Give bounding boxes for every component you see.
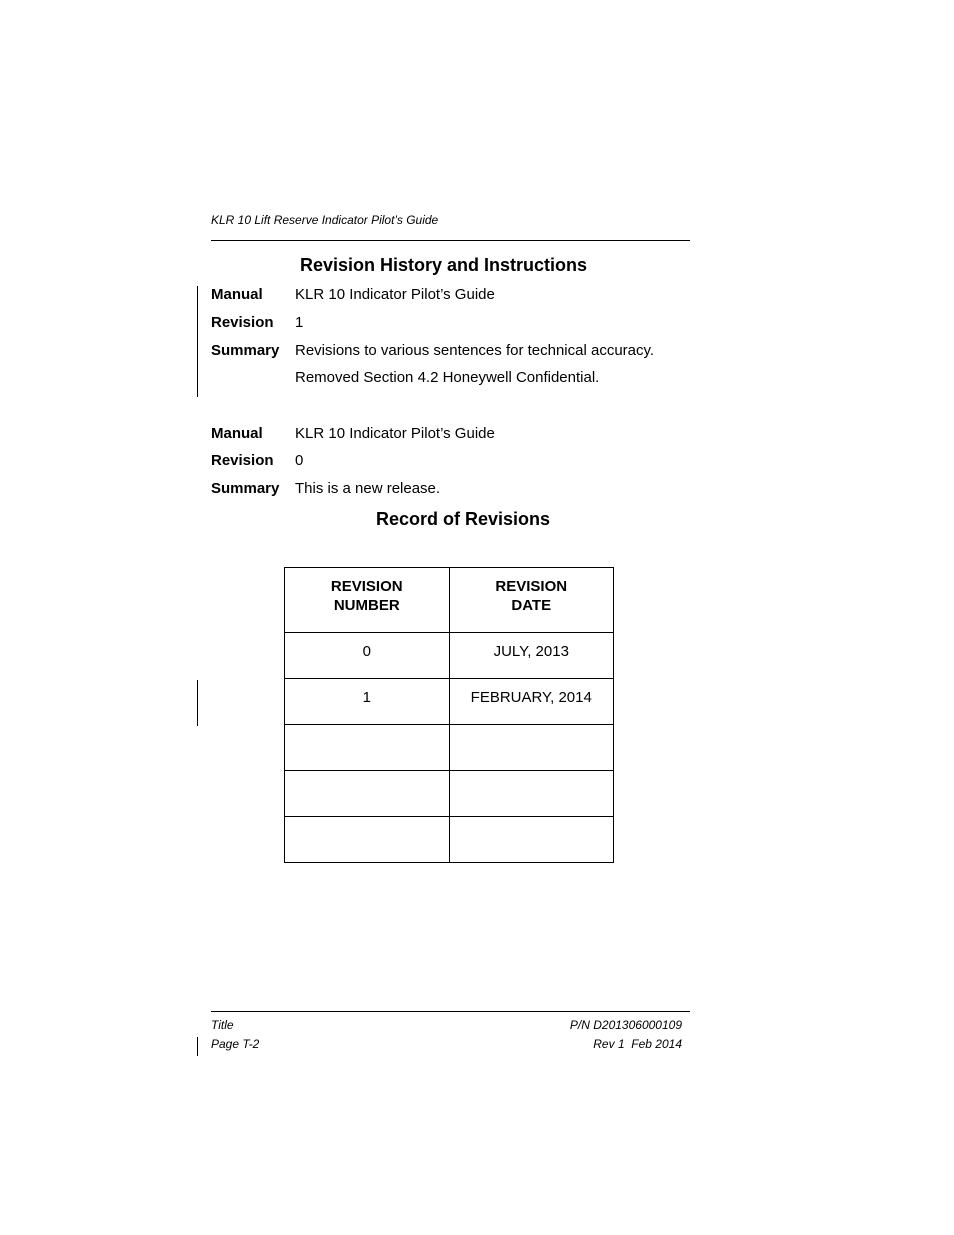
revision-date-cell: JULY, 2013: [449, 633, 614, 679]
revision-number-cell: [285, 771, 450, 817]
header-rule: [211, 240, 690, 241]
revision-value: 0: [295, 452, 304, 469]
manual-label: Manual: [211, 286, 263, 303]
header-line: DATE: [511, 597, 552, 614]
revision-label: Revision: [211, 452, 274, 469]
footer-page-number: Page T-2: [211, 1037, 260, 1051]
revision-number-cell: 1: [285, 679, 450, 725]
revision-date-cell: [449, 771, 614, 817]
revision-record-table: [284, 567, 614, 863]
manual-value: KLR 10 Indicator Pilot’s Guide: [295, 425, 495, 442]
summary-line: Removed Section 4.2 Honeywell Confidential.: [295, 369, 600, 386]
change-bar: [197, 680, 198, 726]
summary-label: Summary: [211, 480, 280, 497]
change-bar: [197, 286, 198, 397]
column-header-revision-number: [285, 568, 450, 633]
revision-history-heading: Revision History and Instructions: [300, 255, 588, 275]
table-row: [285, 633, 614, 679]
revision-label: Revision: [211, 314, 274, 331]
table-header-row: [285, 568, 614, 633]
footer-rule: [211, 1011, 690, 1012]
running-header: KLR 10 Lift Reserve Indicator Pilot’s Guide: [211, 213, 439, 227]
summary-label: Summary: [211, 342, 280, 359]
footer-section-title: Title: [211, 1018, 234, 1032]
revision-date-cell: FEBRUARY, 2014: [449, 679, 614, 725]
table-row: [285, 725, 614, 771]
manual-value: KLR 10 Indicator Pilot’s Guide: [295, 286, 495, 303]
header-line: NUMBER: [333, 597, 400, 614]
record-of-revisions-heading: Record of Revisions: [376, 509, 551, 529]
table-row: [285, 679, 614, 725]
summary-line: This is a new release.: [295, 480, 441, 497]
footer-revision: Rev 1 Feb 2014: [593, 1037, 682, 1051]
revision-number-cell: [285, 725, 450, 771]
revision-number-cell: 0: [285, 633, 450, 679]
summary-line: Revisions to various sentences for technical accuracy.: [295, 342, 655, 359]
revision-date-cell: [449, 725, 614, 771]
revision-date-cell: [449, 817, 614, 863]
revision-number-cell: [285, 817, 450, 863]
table-row: [285, 771, 614, 817]
revision-value: 1: [295, 314, 304, 331]
manual-label: Manual: [211, 425, 263, 442]
table-row: [285, 817, 614, 863]
header-line: REVISION: [330, 578, 403, 595]
column-header-revision-date: [449, 568, 614, 633]
change-bar: [197, 1037, 198, 1056]
header-line: REVISION: [495, 578, 568, 595]
footer-part-number: P/N D201306000109: [569, 1018, 682, 1032]
